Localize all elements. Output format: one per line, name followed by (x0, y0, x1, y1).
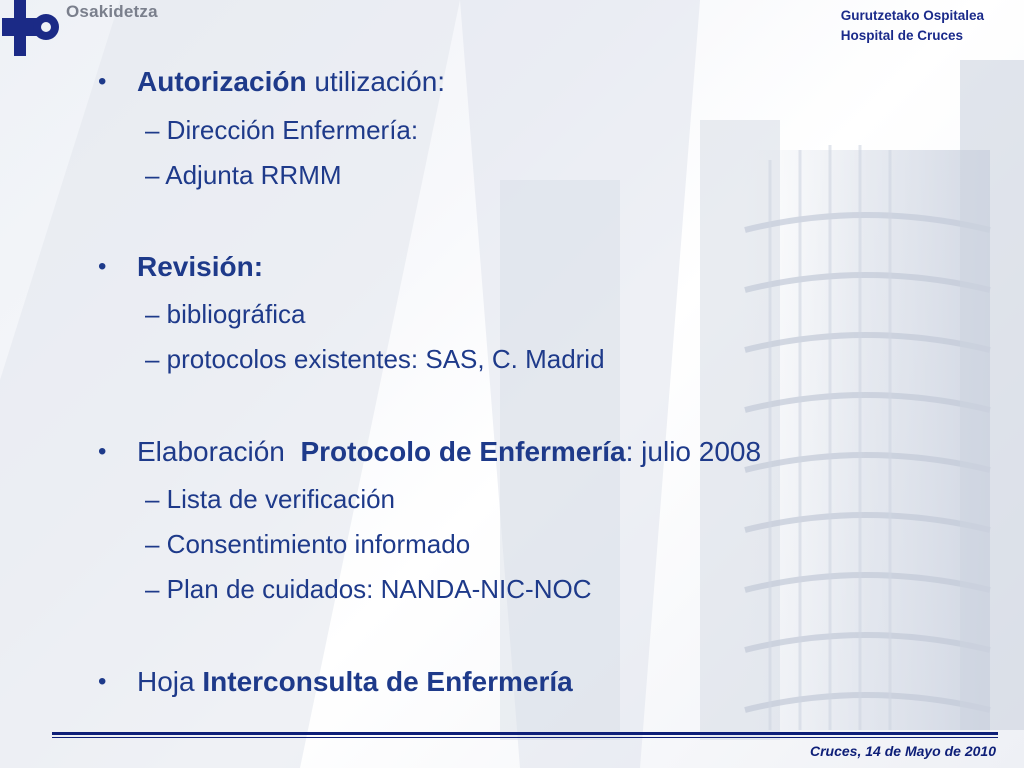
sub-item: – Plan de cuidados: NANDA-NIC-NOC (145, 574, 592, 604)
sub-item: – Adjunta RRMM (145, 160, 342, 190)
bullet-bold-text: Interconsulta de Enfermería (202, 666, 573, 697)
bullet-marker: • (98, 668, 107, 695)
sub-item: – Consentimiento informado (145, 529, 471, 559)
bullet-text: : julio 2008 (625, 436, 762, 467)
bullet-bold-text: Protocolo de Enfermería (300, 436, 626, 467)
hospital-name-spanish: Hospital de Cruces (840, 28, 963, 43)
footer-divider (52, 732, 998, 735)
sub-item: – bibliográfica (145, 299, 306, 329)
footer-divider-thin (52, 737, 998, 738)
bullet-marker: • (98, 68, 107, 95)
bullet-autorizacion (137, 66, 445, 98)
sub-item: – Lista de verificación (145, 484, 396, 514)
sub-item: – protocolos existentes: SAS, C. Madrid (145, 344, 605, 374)
bullet-elaboracion (137, 436, 761, 468)
bullet-text: utilización: (306, 66, 446, 97)
bullet-bold-text: Autorización (137, 66, 307, 97)
bullet-bold-text: Revisión: (137, 251, 264, 282)
bullet-marker: • (98, 438, 107, 465)
sub-item: – Dirección Enfermería: (145, 115, 419, 145)
bullet-text: Elaboración (137, 436, 301, 467)
logo-text: Osakidetza (66, 2, 158, 21)
bullet-marker: • (98, 253, 107, 280)
bullet-text: Hoja (137, 666, 203, 697)
footer-date: Cruces, 14 de Mayo de 2010 (810, 743, 996, 759)
bullet-revision (137, 251, 263, 283)
hospital-name-basque: Gurutzetako Ospitalea (840, 8, 984, 23)
bullet-hoja (137, 666, 573, 698)
